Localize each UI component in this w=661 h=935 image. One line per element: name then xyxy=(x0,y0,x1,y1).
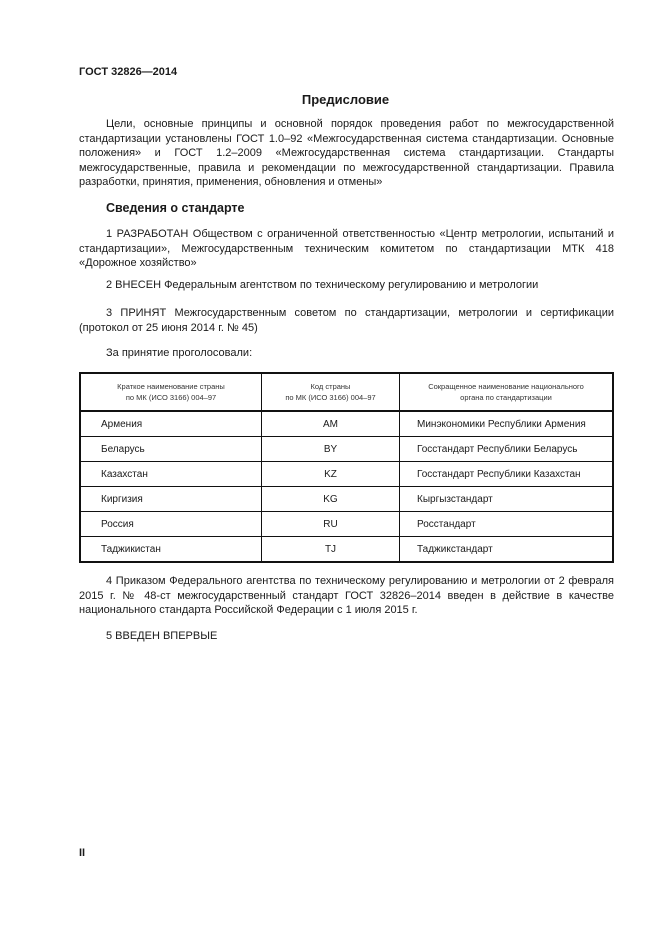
foreword-title: Предисловие xyxy=(301,92,390,107)
info-item-4: 4 Приказом Федерального агентства по техническому регулированию и метрологии от 2 февраля 2015 г. № 48-ст межгосударственный стандарт ГОСТ 32826–2014 введен в действие в качестве национального стандарта Российской Федерации с 1 июля 2015 г. xyxy=(79,575,614,617)
standards-organ: Росстандарт xyxy=(400,512,614,537)
info-item-2: 2 ВНЕСЕН Федеральным агентством по техническому регулированию и метрологии xyxy=(106,279,539,291)
country-code: KG xyxy=(262,487,400,512)
table-header-row xyxy=(80,373,613,411)
info-item-3: 3 ПРИНЯТ Межгосударственным советом по стандартизации, метрологии и сертификации (протокол от 25 июня 2014 г. № 45) xyxy=(79,307,614,334)
standards-organ: Госстандарт Республики Беларусь xyxy=(400,437,614,462)
standards-organ: Кыргызстандарт xyxy=(400,487,614,512)
country-code: BY xyxy=(262,437,400,462)
country-code: TJ xyxy=(262,537,400,563)
standards-organ: Минэкономики Республики Армения xyxy=(400,411,614,437)
country-name: Армения xyxy=(80,411,262,437)
standards-organ: Госстандарт Республики Казахстан xyxy=(400,462,614,487)
table-row xyxy=(80,537,613,563)
document-code: ГОСТ 32826—2014 xyxy=(79,66,178,78)
voting-countries-table xyxy=(79,372,614,563)
col-header-code: Код страны по МК (ИСО 3166) 004–97 xyxy=(262,373,400,411)
country-code: KZ xyxy=(262,462,400,487)
country-name: Беларусь xyxy=(80,437,262,462)
standards-organ: Таджикстандарт xyxy=(400,537,614,563)
country-name: Казахстан xyxy=(80,462,262,487)
table-row xyxy=(80,487,613,512)
info-item-5: 5 ВВЕДЕН ВПЕРВЫЕ xyxy=(106,630,218,642)
country-code: AM xyxy=(262,411,400,437)
table-row xyxy=(80,512,613,537)
foreword-text: Цели, основные принципы и основной порядок проведения работ по межгосударственной стандартизации установлены ГОСТ 1.0–92 «Межгосударственная система стандартизации. Основные положения» и ГОСТ 1.2–2009 «Межгосударственная система стандартизации. Стандарты межгосударственные, правила и рекомендации по межгосударственной стандартизации. Правила разработки, принятия, применения, обновления и отмены» xyxy=(79,118,614,189)
col-header-country: Краткое наименование страны по МК (ИСО 3166) 004–97 xyxy=(80,373,262,411)
col-header-organ: Сокращенное наименование национального органа по стандартизации xyxy=(400,373,614,411)
voting-intro: За принятие проголосовали: xyxy=(106,347,253,359)
table-row xyxy=(80,462,613,487)
country-code: RU xyxy=(262,512,400,537)
info-item-1: 1 РАЗРАБОТАН Обществом с ограниченной ответственностью «Центр метрологии, испытаний и стандартизации», Межгосударственным техническим комитетом по стандартизации МТК 418 «Дорожное хозяйство» xyxy=(79,228,614,270)
table-row xyxy=(80,437,613,462)
country-name: Россия xyxy=(80,512,262,537)
page-number: II xyxy=(79,847,86,859)
table-row xyxy=(80,411,613,437)
standard-info-heading: Сведения о стандарте xyxy=(106,201,245,215)
country-name: Киргизия xyxy=(80,487,262,512)
country-name: Таджикистан xyxy=(80,537,262,563)
